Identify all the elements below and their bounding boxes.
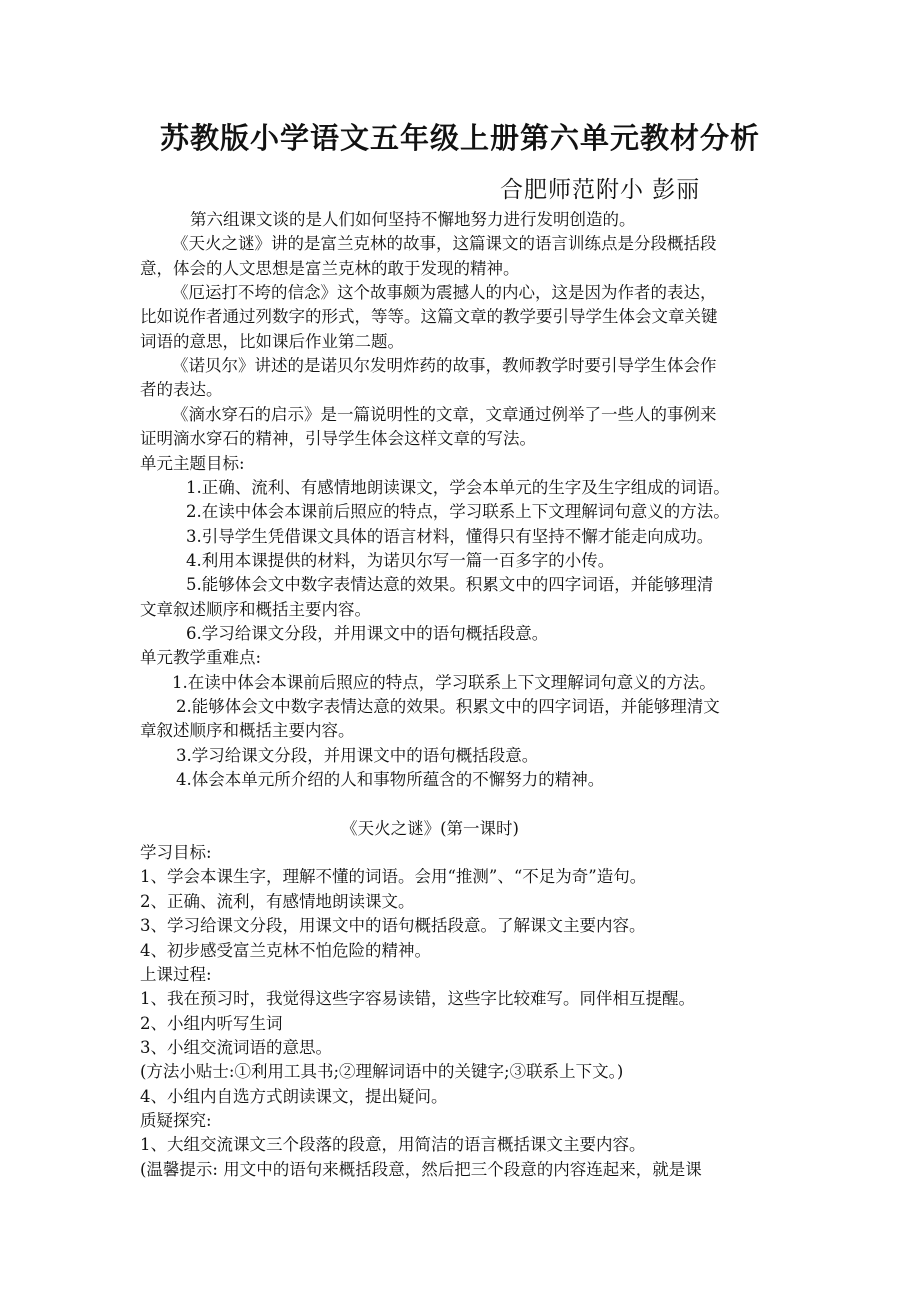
text-line: 《滴水穿石的启示》是一篇说明性的文章，文章通过例举了一些人的事例来 — [172, 404, 717, 424]
text-line: 1.正确、流利、有感情地朗读课文，学会本单元的生字及生字组成的词语。 — [186, 477, 730, 497]
text-line: 1、我在预习时，我觉得这些字容易读错，这些字比较难写。同伴相互提醒。 — [140, 989, 695, 1009]
text-line: 章叙述顺序和概括主要内容。 — [140, 721, 355, 741]
text-line: 4.体会本单元所介绍的人和事物所蕴含的不懈努力的精神。 — [176, 770, 605, 790]
text-line: 质疑探究: — [140, 1110, 212, 1130]
document-title: 苏教版小学语文五年级上册第六单元教材分析 — [159, 121, 760, 155]
text-line: 《厄运打不垮的信念》这个故事颇为震撼人的内心，这是因为作者的表达， — [172, 283, 717, 303]
text-line: (温馨提示: 用文中的语句来概括段意，然后把三个段意的内容连起来，就是课 — [140, 1159, 702, 1179]
text-line: (方法小贴士:①利用工具书;②理解词语中的关键字;③联系上下文。) — [140, 1062, 624, 1082]
text-line: 单元主题目标: — [140, 453, 245, 473]
text-line: 第六组课文谈的是人们如何坚持不懈地努力进行发明创造的。 — [190, 210, 636, 229]
text-line: 3.引导学生凭借课文具体的语言材料，懂得只有坚持不懈才能走向成功。 — [186, 526, 714, 546]
text-line: 4、初步感受富兰克林不怕危险的精神。 — [140, 940, 431, 960]
text-line: 5.能够体会文中数字表情达意的效果。积累文中的四字词语，并能够理清 — [186, 575, 714, 595]
text-line: 词语的意思，比如课后作业第二题。 — [140, 331, 404, 351]
text-line: 文章叙述顺序和概括主要内容。 — [140, 599, 371, 619]
text-line: 《诺贝尔》讲述的是诺贝尔发明炸药的故事，教师教学时要引导学生体会作 — [172, 356, 717, 376]
text-line: 4.利用本课提供的材料，为诺贝尔写一篇一百多字的小传。 — [186, 550, 615, 570]
text-line: 比如说作者通过列数字的形式，等等。这篇文章的教学要引导学生体会文章关键 — [140, 307, 718, 327]
text-line: 1、学会本课生字，理解不懂的词语。会用“推测”、“不足为奇”造句。 — [140, 867, 647, 887]
text-line: 上课过程: — [140, 964, 212, 984]
text-line: 6.学习给课文分段，并用课文中的语句概括段意。 — [186, 623, 549, 643]
text-line: 学习目标: — [140, 843, 212, 863]
text-line: 《天火之谜》讲的是富兰克林的故事，这篇课文的语言训练点是分段概括段 — [172, 234, 717, 254]
text-line: 3.学习给课文分段，并用课文中的语句概括段意。 — [176, 745, 539, 765]
text-line: 《天火之谜》(第一课时) — [341, 818, 519, 838]
text-line: 3、学习给课文分段，用课文中的语句概括段意。了解课文主要内容。 — [140, 916, 646, 936]
text-line: 1、大组交流课文三个段落的段意，用简洁的语言概括课文主要内容。 — [140, 1135, 646, 1155]
text-line: 2、正确、流利，有感情地朗读课文。 — [140, 891, 415, 911]
text-line: 者的表达。 — [140, 380, 223, 400]
text-line: 2.在读中体会本课前后照应的特点，学习联系上下文理解词句意义的方法。 — [186, 502, 730, 522]
text-line: 4、小组内自选方式朗读课文，提出疑问。 — [140, 1086, 448, 1106]
text-line: 2、小组内听写生词 — [140, 1013, 283, 1033]
text-line: 2.能够体会文中数字表情达意的效果。积累文中的四字词语，并能够理清文 — [176, 697, 720, 716]
text-line: 单元教学重难点: — [140, 648, 262, 668]
text-line: 3、小组交流词语的意思。 — [140, 1037, 332, 1057]
author-line: 合肥师范附小 彭丽 — [500, 177, 701, 203]
text-line: 意，体会的人文思想是富兰克林的敢于发现的精神。 — [140, 258, 520, 278]
text-line: 1.在读中体会本课前后照应的特点，学习联系上下文理解词句意义的方法。 — [172, 672, 716, 692]
text-line: 证明滴水穿石的精神，引导学生体会这样文章的写法。 — [140, 429, 536, 449]
